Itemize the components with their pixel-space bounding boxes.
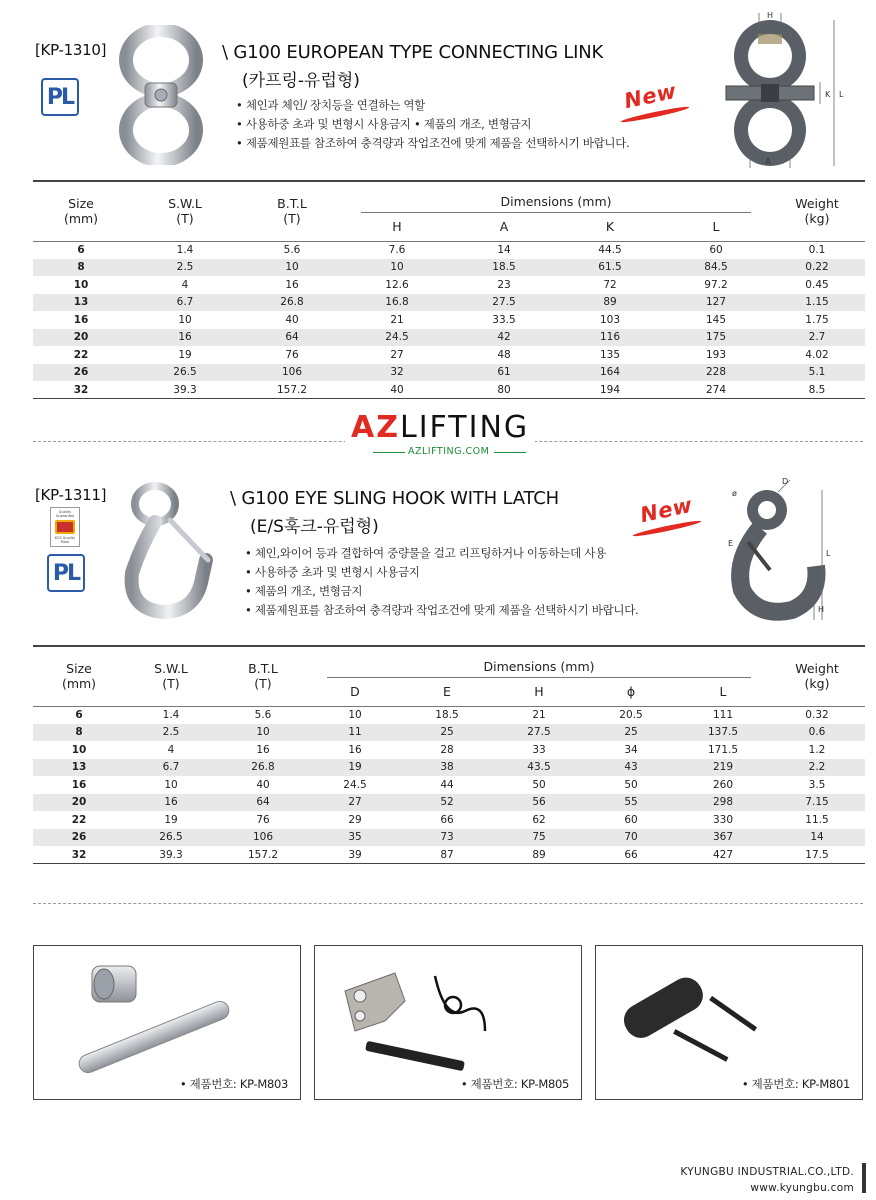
table-cell: 5.6 (254, 709, 272, 721)
table-cell: 60 (624, 813, 638, 826)
table-body (33, 241, 865, 399)
table-cell: 137.5 (677, 724, 769, 742)
bullet-item: • 사용하중 초과 및 변형시 사용금지 (245, 563, 638, 582)
azlifting-url: AZLIFTING.COM (408, 446, 490, 457)
part-box-kp-m805 (314, 945, 582, 1100)
part-number-label: • 제품번호: KP-M805 (460, 1077, 569, 1091)
table-cell: 76 (285, 348, 299, 361)
table-cell: 48 (497, 348, 511, 361)
bullet-item: • 체인,와이어 등과 결합하여 중량물을 걸고 리프팅하거나 이동하는데 사용 (245, 544, 638, 563)
table-cell: 23 (497, 278, 511, 291)
table-cell: 39.3 (173, 383, 197, 396)
table-cell: 4.02 (805, 348, 829, 361)
table-cell: 25 (585, 724, 677, 742)
table-row (33, 364, 865, 382)
part-box-kp-m801 (595, 945, 863, 1100)
col-header-swl: S.W.L (T) (125, 646, 217, 706)
table-cell: 6 (77, 244, 85, 256)
col-header-size: Size (mm) (33, 181, 129, 241)
table-cell: 18.5 (451, 259, 557, 277)
footer-company (680, 1164, 854, 1196)
table-cell: 20 (33, 329, 129, 347)
table-row (33, 829, 865, 847)
section-divider (33, 903, 863, 904)
table-cell: 10 (71, 743, 87, 756)
table-cell: 26.5 (129, 364, 241, 382)
table-cell: 228 (663, 364, 769, 382)
table-row (33, 811, 865, 829)
eye-hook-diagram (712, 470, 862, 630)
eye-hook-photo (110, 478, 220, 628)
table-cell: 22 (73, 348, 89, 361)
table-cell: 80 (497, 383, 511, 396)
table-cell: 8 (33, 724, 125, 742)
connecting-link-photo (111, 25, 211, 165)
quality-mark-badge: Quality Guarantee KCS Quality Mark (50, 507, 80, 547)
table-cell: 10 (164, 778, 178, 791)
table-body (33, 706, 865, 864)
table-cell: 72 (603, 278, 617, 291)
table-cell: 11.5 (805, 813, 829, 826)
table-cell: 26.5 (125, 829, 217, 847)
table-cell: 25 (401, 724, 493, 742)
spec-table-kp1310 (33, 180, 865, 399)
table-cell: 16 (348, 743, 362, 756)
table-cell: 427 (712, 848, 734, 861)
sleeve-and-pin-photo (64, 956, 244, 1086)
table-cell: 61 (451, 364, 557, 382)
table-cell: 16 (285, 278, 299, 291)
table-cell: 61.5 (557, 259, 663, 277)
table-cell: 19 (164, 813, 178, 826)
table-cell: 26 (33, 829, 125, 847)
table-cell: 2.7 (769, 329, 865, 347)
table-cell: 27 (309, 794, 401, 812)
table-cell: 145 (705, 313, 727, 326)
col-header-k: K (557, 213, 663, 241)
table-cell: 34 (624, 743, 638, 756)
bullet-item: • 제품제원표를 참조하여 충격량과 작업조건에 맞게 제품을 선택하시기 바랍니다. (245, 601, 638, 620)
table-cell: 27.5 (451, 294, 557, 312)
table-cell: 106 (241, 364, 343, 382)
table-cell: 157.2 (276, 383, 308, 396)
bullet-item: • 제품제원표를 참조하여 충격량과 작업조건에 맞게 제품을 선택하시기 바랍니다. (236, 134, 629, 153)
table-cell: 35 (309, 829, 401, 847)
table-cell: 50 (532, 778, 546, 791)
table-cell: 29 (348, 813, 362, 826)
table-cell: 33.5 (492, 313, 516, 326)
table-cell: 1.4 (176, 244, 194, 256)
table-cell: 1.75 (805, 313, 829, 326)
table-cell: 44.5 (598, 244, 622, 256)
table-cell: 6.7 (125, 759, 217, 777)
table-cell: 7.15 (769, 794, 865, 812)
table-cell: 55 (585, 794, 677, 812)
table-cell: 62 (532, 813, 546, 826)
pin-and-roll-pins-photo (611, 961, 831, 1076)
section2-title: \ G100 EYE SLING HOOK WITH LATCH (230, 488, 559, 509)
table-cell: 24.5 (343, 778, 367, 791)
diagram-label-a: A (765, 157, 771, 166)
table-cell: 16 (71, 778, 87, 791)
new-tag: New (622, 78, 679, 114)
table-cell: 66 (440, 813, 454, 826)
table-cell: 17.5 (805, 848, 829, 861)
section2-subtitle: (E/S훅크-유럽형) (250, 517, 379, 537)
table-cell: 6 (75, 709, 83, 721)
bullet-item: • 체인과 체인/ 장치등을 연결하는 역할 (236, 96, 629, 115)
table-cell: 40 (285, 313, 299, 326)
table-cell: 26 (33, 364, 129, 382)
table-cell: 27.5 (493, 724, 585, 742)
connecting-link-diagram (712, 8, 862, 178)
logo-rule-right (494, 452, 526, 453)
table-cell: 44 (440, 778, 454, 791)
table-cell: 16 (129, 329, 241, 347)
table-cell: 42 (451, 329, 557, 347)
diagram-label-h: H (818, 605, 825, 614)
table-row (33, 259, 865, 277)
table-cell: 38 (401, 759, 493, 777)
table-cell: 20.5 (619, 709, 643, 721)
table-cell: 1.4 (162, 709, 180, 721)
table-cell: 10 (73, 278, 89, 291)
latch-and-spring-photo (335, 961, 535, 1081)
table-cell: 330 (712, 813, 734, 826)
table-cell: 52 (401, 794, 493, 812)
table-cell: 16 (256, 743, 270, 756)
col-header-a: A (451, 213, 557, 241)
section1-subtitle: (카프링-유럽형) (242, 71, 360, 91)
table-cell: 13 (33, 759, 125, 777)
bullet-item: • 사용하중 초과 및 변형시 사용금지 • 제품의 개조, 변형금지 (236, 115, 629, 134)
table-cell: 16.8 (343, 294, 451, 312)
table-cell: 40 (256, 778, 270, 791)
col-header-h: H (493, 678, 585, 706)
table-cell: 84.5 (663, 259, 769, 277)
table-cell: 157.2 (247, 848, 279, 861)
bullet-item: • 제품의 개조, 변형금지 (245, 582, 638, 601)
table-cell: 4 (167, 743, 175, 756)
table-row (33, 329, 865, 347)
table-cell: 298 (677, 794, 769, 812)
table-cell: 50 (624, 778, 638, 791)
table-cell: 103 (599, 313, 621, 326)
table-cell: 64 (217, 794, 309, 812)
diagram-label-k: K (825, 90, 831, 99)
table-row (33, 241, 865, 259)
diagram-label-d: D (782, 477, 789, 486)
table-cell: 8 (33, 259, 129, 277)
table-row (33, 276, 865, 294)
table-cell: 219 (677, 759, 769, 777)
table-cell: 26.8 (217, 759, 309, 777)
table-cell: 4 (181, 278, 189, 291)
table-cell: 2.2 (769, 759, 865, 777)
table-cell: 39 (348, 848, 362, 861)
table-cell: 2.5 (125, 724, 217, 742)
table-row (33, 794, 865, 812)
table-cell: 8.5 (808, 383, 826, 396)
table-cell: 1.15 (769, 294, 865, 312)
table-cell: 56 (493, 794, 585, 812)
table-cell: 14 (497, 244, 511, 256)
section2-bullets (245, 544, 638, 620)
table-cell: 11 (309, 724, 401, 742)
col-header-dimensions: Dimensions (mm) (309, 646, 769, 678)
col-header-btl: B.T.L (T) (241, 181, 343, 241)
col-header-weight: Weight (kg) (769, 181, 865, 241)
col-header-phi: ϕ (585, 678, 677, 706)
table-row (33, 846, 865, 864)
table-cell: 26.8 (241, 294, 343, 312)
table-cell: 40 (390, 383, 404, 396)
diagram-label-h: H (766, 11, 774, 20)
diagram-label-e: E (728, 539, 734, 548)
product-code-kp1311: [KP-1311] (35, 486, 107, 504)
table-cell: 171.5 (707, 743, 739, 756)
table-cell: 5.6 (283, 244, 301, 256)
table-cell: 75 (493, 829, 585, 847)
table-cell: 12.6 (385, 278, 409, 291)
table-cell: 39.3 (159, 848, 183, 861)
col-header-e: E (401, 678, 493, 706)
table-cell: 135 (599, 348, 621, 361)
col-header-weight: Weight (kg) (769, 646, 865, 706)
table-row (33, 311, 865, 329)
table-cell: 10 (241, 259, 343, 277)
table-cell: 19 (178, 348, 192, 361)
col-header-swl: S.W.L (T) (129, 181, 241, 241)
col-header-h: H (343, 213, 451, 241)
table-row (33, 741, 865, 759)
table-row (33, 706, 865, 724)
table-cell: 194 (599, 383, 621, 396)
table-cell: 127 (663, 294, 769, 312)
table-cell: 89 (532, 848, 546, 861)
table-row (33, 346, 865, 364)
table-cell: 43 (585, 759, 677, 777)
table-cell: 274 (705, 383, 727, 396)
table-cell: 32 (343, 364, 451, 382)
spec-table-kp1311 (33, 645, 865, 864)
pl-badge: PL (41, 78, 79, 116)
azlifting-logo: AZLIFTING (345, 410, 535, 445)
table-cell: 70 (585, 829, 677, 847)
table-row (33, 381, 865, 399)
table-cell: 116 (557, 329, 663, 347)
table-cell: 16 (73, 313, 89, 326)
table-cell: 20 (33, 794, 125, 812)
table-cell: 2.5 (129, 259, 241, 277)
table-cell: 76 (256, 813, 270, 826)
product-code-kp1310: [KP-1310] (35, 41, 107, 59)
table-cell: 111 (712, 709, 734, 721)
table-cell: 367 (677, 829, 769, 847)
table-cell: 89 (557, 294, 663, 312)
section1-title: \ G100 EUROPEAN TYPE CONNECTING LINK (222, 42, 604, 63)
table-cell: 33 (532, 743, 546, 756)
section1-bullets (236, 96, 629, 153)
table-cell: 10 (343, 259, 451, 277)
table-cell: 21 (532, 709, 546, 721)
table-cell: 22 (71, 813, 87, 826)
table-cell: 87 (440, 848, 454, 861)
table-cell: 5.1 (769, 364, 865, 382)
diagram-label-phi: ø (732, 489, 737, 498)
table-cell: 43.5 (493, 759, 585, 777)
diagram-label-l: L (826, 549, 831, 558)
table-cell: 106 (217, 829, 309, 847)
table-cell: 175 (663, 329, 769, 347)
table-cell: 27 (390, 348, 404, 361)
table-cell: 10 (178, 313, 192, 326)
company-website: www.kyungbu.com (750, 1182, 854, 1194)
diagram-label-l: L (839, 90, 844, 99)
part-number-label: • 제품번호: KP-M803 (179, 1077, 288, 1091)
col-header-size: Size (mm) (33, 646, 125, 706)
pl-badge: PL (47, 554, 85, 592)
table-cell: 24.5 (343, 329, 451, 347)
part-box-kp-m803 (33, 945, 301, 1100)
table-cell: 260 (712, 778, 734, 791)
table-cell: 3.5 (808, 778, 826, 791)
col-header-l: L (677, 678, 769, 706)
col-header-btl: B.T.L (T) (217, 646, 309, 706)
table-cell: 0.45 (805, 278, 829, 291)
table-cell: 0.22 (769, 259, 865, 277)
table-row (33, 776, 865, 794)
table-cell: 10 (348, 709, 362, 721)
table-row (33, 759, 865, 777)
table-row (33, 294, 865, 312)
table-cell: 0.32 (805, 709, 829, 721)
table-cell: 0.6 (769, 724, 865, 742)
table-cell: 21 (390, 313, 404, 326)
table-cell: 28 (440, 743, 454, 756)
table-cell: 60 (709, 244, 723, 256)
table-cell: 32 (73, 383, 89, 396)
table-cell: 64 (241, 329, 343, 347)
company-name: KYUNGBU INDUSTRIAL.CO.,LTD. (680, 1166, 854, 1178)
col-header-dimensions: Dimensions (mm) (343, 181, 769, 213)
col-header-d: D (309, 678, 401, 706)
table-cell: 97.2 (704, 278, 728, 291)
table-cell: 18.5 (435, 709, 459, 721)
table-cell: 16 (125, 794, 217, 812)
table-cell: 164 (557, 364, 663, 382)
table-cell: 0.1 (808, 244, 826, 256)
table-cell: 32 (71, 848, 87, 861)
table-cell: 7.6 (388, 244, 406, 256)
table-cell: 19 (309, 759, 401, 777)
footer-bar (862, 1163, 866, 1193)
table-cell: 13 (33, 294, 129, 312)
col-header-l: L (663, 213, 769, 241)
table-cell: 66 (624, 848, 638, 861)
table-cell: 14 (769, 829, 865, 847)
table-cell: 10 (217, 724, 309, 742)
new-tag: New (638, 492, 695, 528)
logo-rule-left (373, 452, 405, 453)
table-row (33, 724, 865, 742)
part-number-label: • 제품번호: KP-M801 (741, 1077, 850, 1091)
table-cell: 193 (705, 348, 727, 361)
table-cell: 73 (401, 829, 493, 847)
table-cell: 6.7 (129, 294, 241, 312)
table-cell: 1.2 (808, 743, 826, 756)
